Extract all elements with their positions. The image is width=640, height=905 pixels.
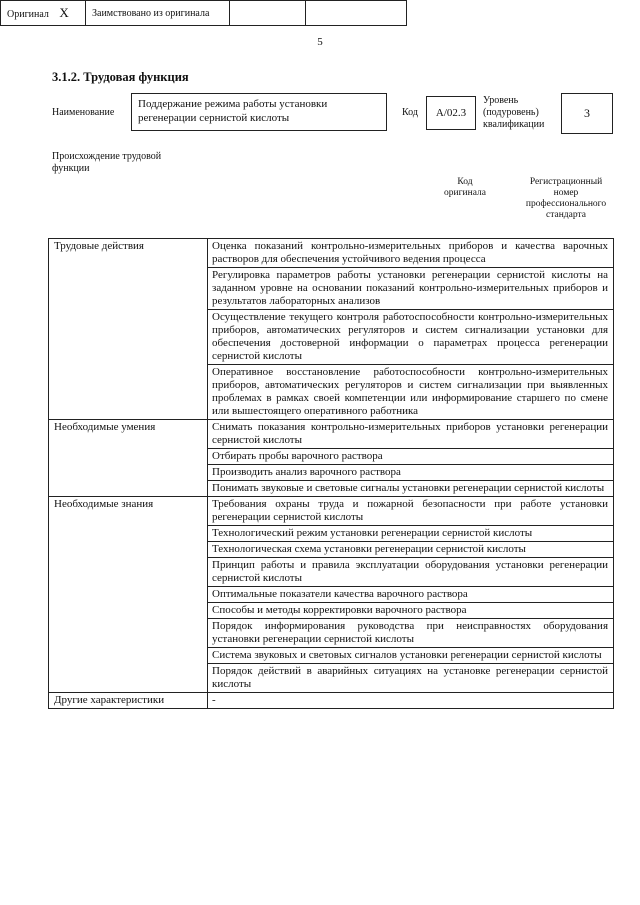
table-cell: Принцип работы и правила эксплуатации оборудования установки регенерации сернистой кислоты [208, 558, 614, 587]
level-label-line-2: (подуровень) [483, 107, 539, 118]
origin-code-cell [230, 1, 306, 26]
function-name-box: Поддержание режима работы установки регенерации сернистой кислоты [131, 93, 387, 131]
section-title-other: Другие характеристики [49, 693, 208, 709]
reg-caption-line-4: стандарта [546, 210, 586, 220]
reg-caption-line-2: номер [553, 188, 579, 198]
function-code-box: А/02.3 [426, 96, 476, 130]
origin-borrowed-cell: Заимствовано из оригинала [86, 1, 230, 26]
code-label: Код [402, 107, 418, 118]
table-cell: Оценка показаний контрольно-измерительных приборов и качества варочных растворов для обеспечения устойчивого ведения процесса [208, 239, 614, 268]
reg-caption-line-3: профессионального [525, 199, 607, 209]
level-label-line-3: квалификации [483, 119, 545, 130]
table-cell: - [208, 693, 614, 709]
table-cell: Оптимальные показатели качества варочного раствора [208, 587, 614, 603]
table-cell: Осуществление текущего контроля работоспособности контрольно-измерительных приборов, автоматических регуляторов и систем сигнализации установки для обеспечения достоверной информации о параметрах процесса регенерации сернистой кислоты [208, 310, 614, 365]
table-row [49, 693, 614, 709]
reg-number-caption [515, 177, 617, 221]
table-row [49, 497, 614, 526]
table-cell: Технологический режим установки регенерации сернистой кислоты [208, 526, 614, 542]
origin-label [52, 151, 161, 175]
level-label-line-1: Уровень [483, 95, 519, 106]
level-label [483, 95, 544, 131]
section-title-knowledge: Необходимые знания [49, 497, 208, 693]
code-original-caption [426, 177, 504, 199]
page-number: 5 [317, 36, 323, 48]
table-cell: Производить анализ варочного раствора [208, 465, 614, 481]
origin-label-line-1: Происхождение трудовой [52, 151, 162, 162]
table-cell: Порядок информирования руководства при неисправностях оборудования установки регенерации сернистой кислоты [208, 619, 614, 648]
section-title-skills: Необходимые умения [49, 420, 208, 497]
table-cell: Способы и методы корректировки варочного раствора [208, 603, 614, 619]
origin-original-label: Оригинал [7, 9, 49, 20]
table-row [49, 420, 614, 449]
table-cell: Регулировка параметров работы установки регенерации сернистой кислоты на заданном уровне на основании показаний контрольно-измерительных приборов и результатов лабораторных анализов [208, 268, 614, 310]
table-cell: Снимать показания контрольно-измерительных приборов установки регенерации сернистой кислоты [208, 420, 614, 449]
code-caption-line-2: оригинала [444, 188, 486, 198]
table-cell: Технологическая схема установки регенерации сернистой кислоты [208, 542, 614, 558]
table-cell: Понимать звуковые и световые сигналы установки регенерации сернистой кислоты [208, 481, 614, 497]
origin-table [0, 0, 407, 26]
table-cell: Отбирать пробы варочного раствора [208, 449, 614, 465]
reg-caption-line-1: Регистрационный [529, 177, 603, 187]
origin-original-mark: X [59, 5, 69, 20]
table-cell: Система звуковых и световых сигналов установки регенерации сернистой кислоты [208, 648, 614, 664]
table-cell: Требования охраны труда и пожарной безопасности при работе установки регенерации сернистой кислоты [208, 497, 614, 526]
table-cell: Порядок действий в аварийных ситуациях на установке регенерации сернистой кислоты [208, 664, 614, 693]
qualification-level-box: 3 [561, 93, 613, 134]
code-caption-line-1: Код [457, 177, 473, 187]
labor-function-table [48, 238, 614, 709]
name-label: Наименование [52, 107, 115, 118]
table-row [49, 239, 614, 268]
section-title-actions: Трудовые действия [49, 239, 208, 420]
origin-label-line-2: функции [52, 163, 90, 174]
table-cell: Оперативное восстановление работоспособности контрольно-измерительных приборов, автоматических регуляторов и систем сигнализации при выявленных проблемах в рамках своей компетенции или информирование старшего по смене или вышестоящего оперативного работника [208, 365, 614, 420]
origin-reg-number-cell [306, 1, 407, 26]
origin-original-cell [1, 1, 86, 26]
section-title: 3.1.2. Трудовая функция [52, 70, 189, 84]
